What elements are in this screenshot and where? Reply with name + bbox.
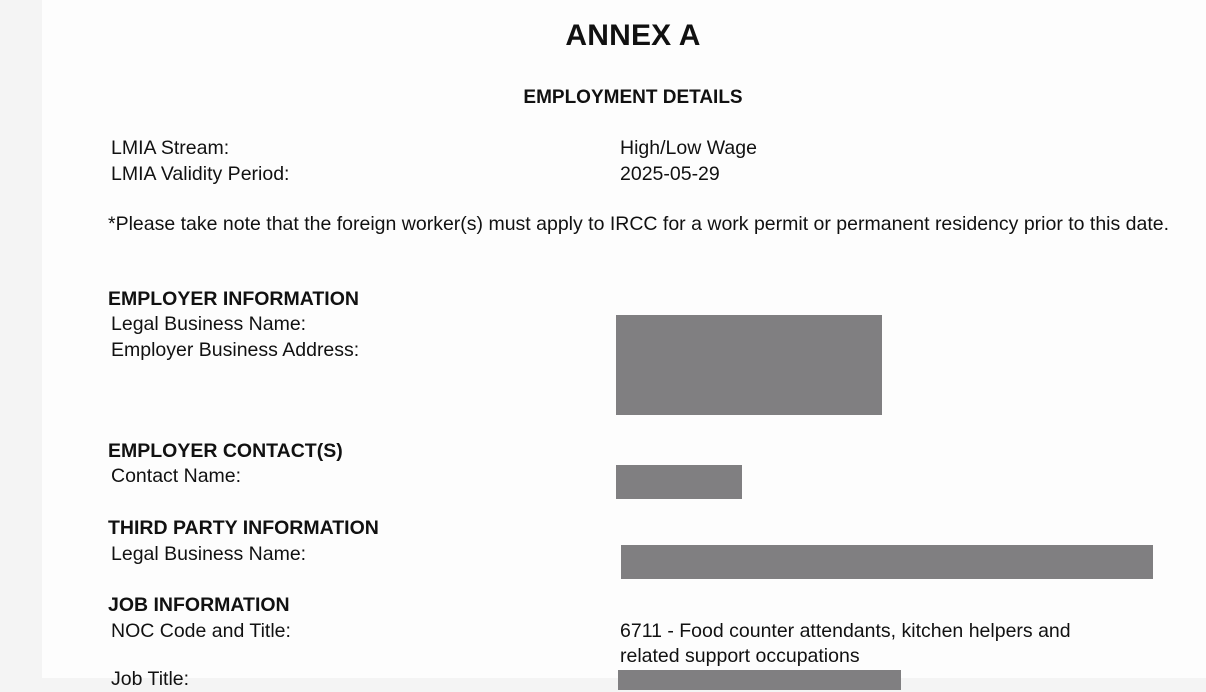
- lmia-note: *Please take note that the foreign worker(s) must apply to IRCC for a work permit or permanent residency prior to this date.: [108, 213, 1170, 235]
- contact-name-redaction: [616, 465, 742, 499]
- lmia-stream-value: High/Low Wage: [620, 137, 757, 159]
- noc-value-line1: 6711 - Food counter attendants, kitchen helpers and: [620, 620, 1071, 642]
- document-subtitle: EMPLOYMENT DETAILS: [523, 87, 743, 108]
- employer-address-label: Employer Business Address:: [111, 339, 360, 361]
- job-title-redaction: [618, 670, 901, 690]
- noc-value-line2: related support occupations: [620, 645, 860, 667]
- employer-info-redaction: [616, 315, 882, 415]
- lmia-stream-label: LMIA Stream:: [111, 137, 230, 159]
- document-page: [42, 0, 1206, 690]
- employer-legal-name-label: Legal Business Name:: [111, 313, 307, 335]
- employer-information-heading: EMPLOYER INFORMATION: [108, 288, 359, 310]
- noc-code-label: NOC Code and Title:: [111, 620, 291, 642]
- contact-name-label: Contact Name:: [111, 465, 242, 487]
- lmia-validity-value: 2025-05-29: [620, 163, 720, 185]
- third-party-legal-name-label: Legal Business Name:: [111, 543, 307, 565]
- job-information-heading: JOB INFORMATION: [108, 594, 290, 616]
- third-party-name-redaction: [621, 545, 1153, 579]
- third-party-heading: THIRD PARTY INFORMATION: [108, 517, 379, 539]
- job-title-label: Job Title:: [111, 668, 190, 690]
- employer-contacts-heading: EMPLOYER CONTACT(S): [108, 440, 343, 462]
- lmia-validity-label: LMIA Validity Period:: [111, 163, 290, 185]
- document-title: ANNEX A: [565, 19, 701, 52]
